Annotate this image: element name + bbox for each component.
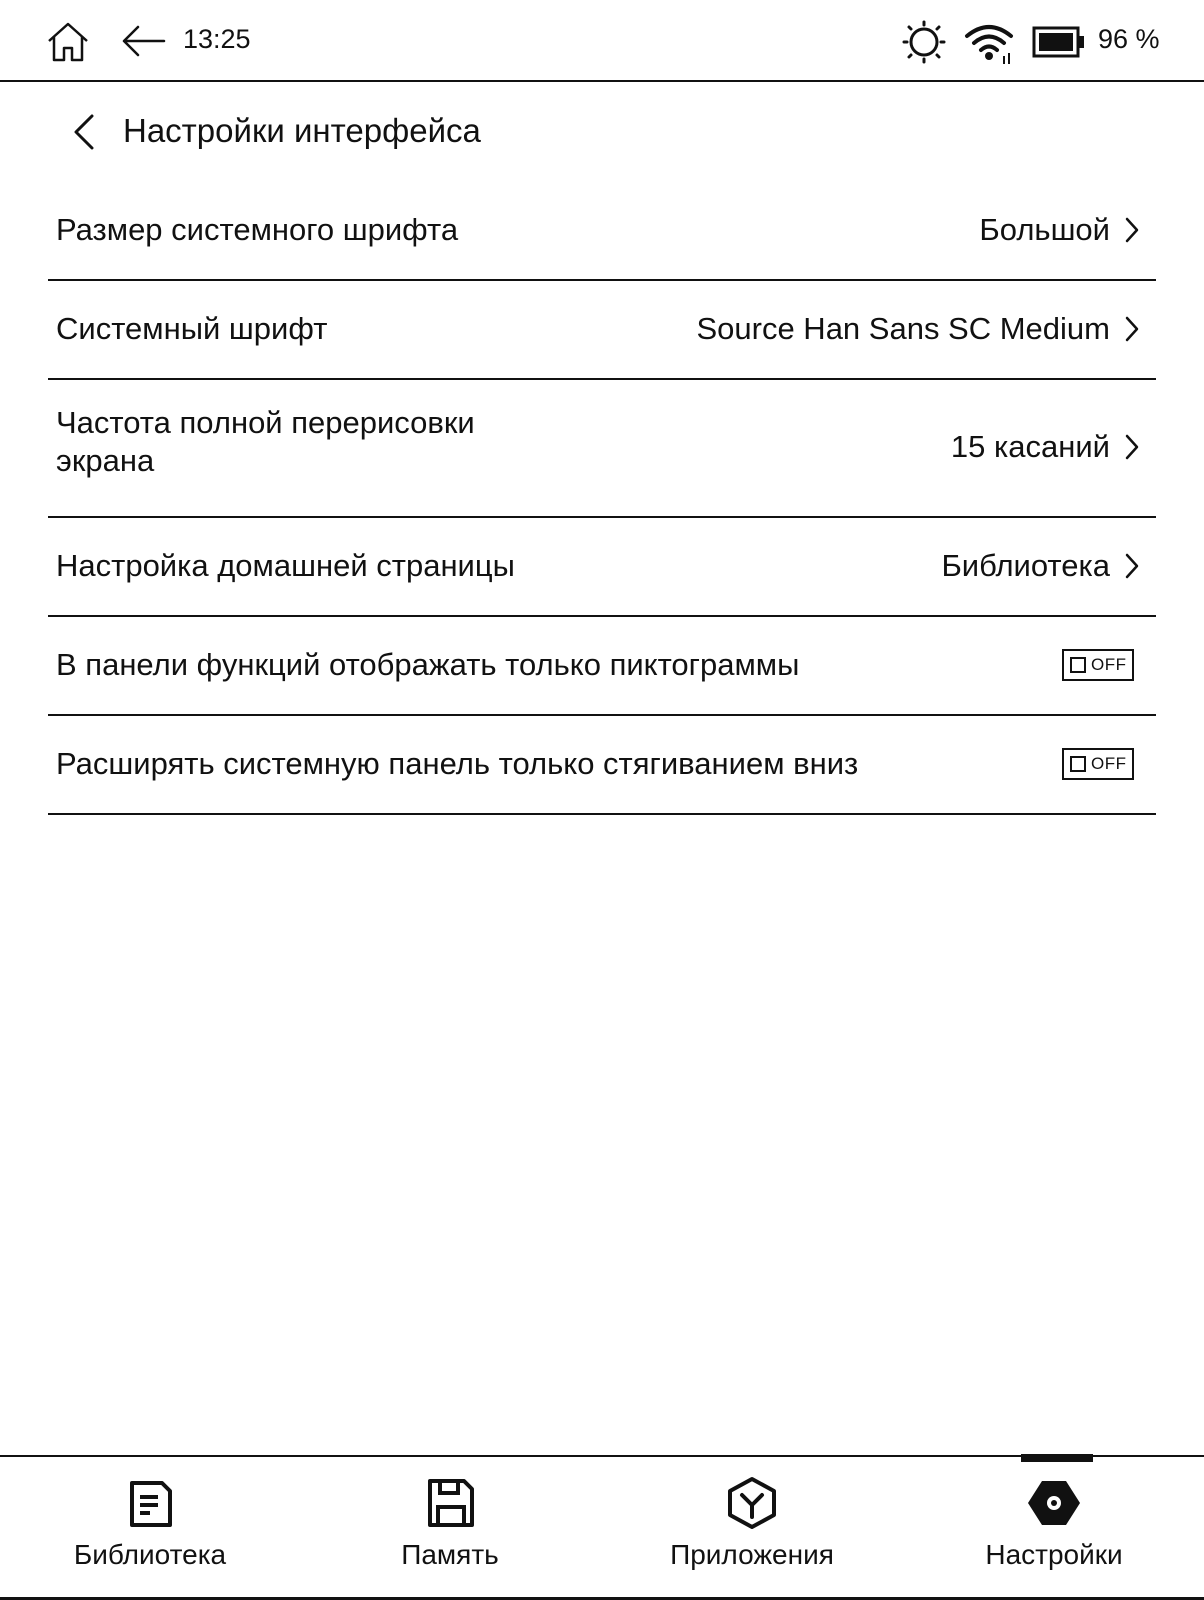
storage-icon xyxy=(422,1475,478,1531)
setting-value: Source Han Sans SC Medium xyxy=(696,311,1110,346)
settings-list xyxy=(48,182,1156,815)
page-header xyxy=(0,100,1204,164)
nav-storage[interactable] xyxy=(300,1457,600,1597)
toggle-knob xyxy=(1070,657,1086,673)
setting-font-size[interactable] xyxy=(48,182,1156,281)
chevron-left-icon[interactable] xyxy=(70,112,100,152)
chevron-right-icon xyxy=(1122,431,1142,463)
apps-icon xyxy=(724,1475,780,1531)
wifi-icon[interactable] xyxy=(964,20,1014,66)
toggle-knob xyxy=(1070,756,1086,772)
page-title: Настройки интерфейса xyxy=(123,112,481,149)
chevron-right-icon xyxy=(1122,313,1142,345)
setting-value: Библиотека xyxy=(941,548,1110,583)
nav-library[interactable] xyxy=(0,1457,300,1597)
setting-label: Размер системного шрифта xyxy=(56,212,459,247)
brightness-icon[interactable] xyxy=(902,20,946,64)
battery-percent: 96 % xyxy=(1098,24,1160,54)
setting-label: Расширять системную панель только стягиванием вниз xyxy=(56,746,859,781)
nav-settings[interactable] xyxy=(904,1457,1204,1597)
home-icon[interactable] xyxy=(46,20,90,64)
setting-label: Системный шрифт xyxy=(56,311,328,346)
setting-value: 15 касаний xyxy=(950,429,1110,464)
chevron-right-icon xyxy=(1122,550,1142,582)
nav-label: Библиотека xyxy=(73,1539,227,1570)
nav-label: Приложения xyxy=(670,1539,834,1570)
clock: 13:25 xyxy=(183,24,251,54)
bottom-nav xyxy=(0,1455,1204,1600)
setting-pull-down-only xyxy=(48,716,1156,815)
setting-label: Настройка домашней страницы xyxy=(56,548,515,583)
setting-label: В панели функций отображать только пиктограммы xyxy=(56,647,800,682)
setting-icons-only xyxy=(48,617,1156,716)
icons-only-toggle[interactable] xyxy=(1062,649,1134,681)
setting-refresh-rate[interactable] xyxy=(48,380,1156,518)
active-tab-indicator xyxy=(1021,1454,1093,1462)
setting-label: Частота полной перерисовки экрана xyxy=(56,405,475,478)
settings-icon xyxy=(1026,1475,1082,1531)
setting-home-page[interactable] xyxy=(48,518,1156,617)
toggle-state: OFF xyxy=(1091,655,1127,674)
nav-apps[interactable] xyxy=(602,1457,902,1597)
nav-label: Настройки xyxy=(985,1539,1123,1570)
nav-label: Память xyxy=(401,1539,499,1570)
toggle-state: OFF xyxy=(1091,754,1127,773)
back-arrow-icon[interactable] xyxy=(120,22,166,60)
chevron-right-icon xyxy=(1122,214,1142,246)
battery-icon xyxy=(1032,26,1086,58)
library-icon xyxy=(122,1475,178,1531)
setting-value: Большой xyxy=(979,212,1110,247)
pull-down-only-toggle[interactable] xyxy=(1062,748,1134,780)
setting-system-font[interactable] xyxy=(48,281,1156,380)
status-bar xyxy=(0,0,1204,82)
